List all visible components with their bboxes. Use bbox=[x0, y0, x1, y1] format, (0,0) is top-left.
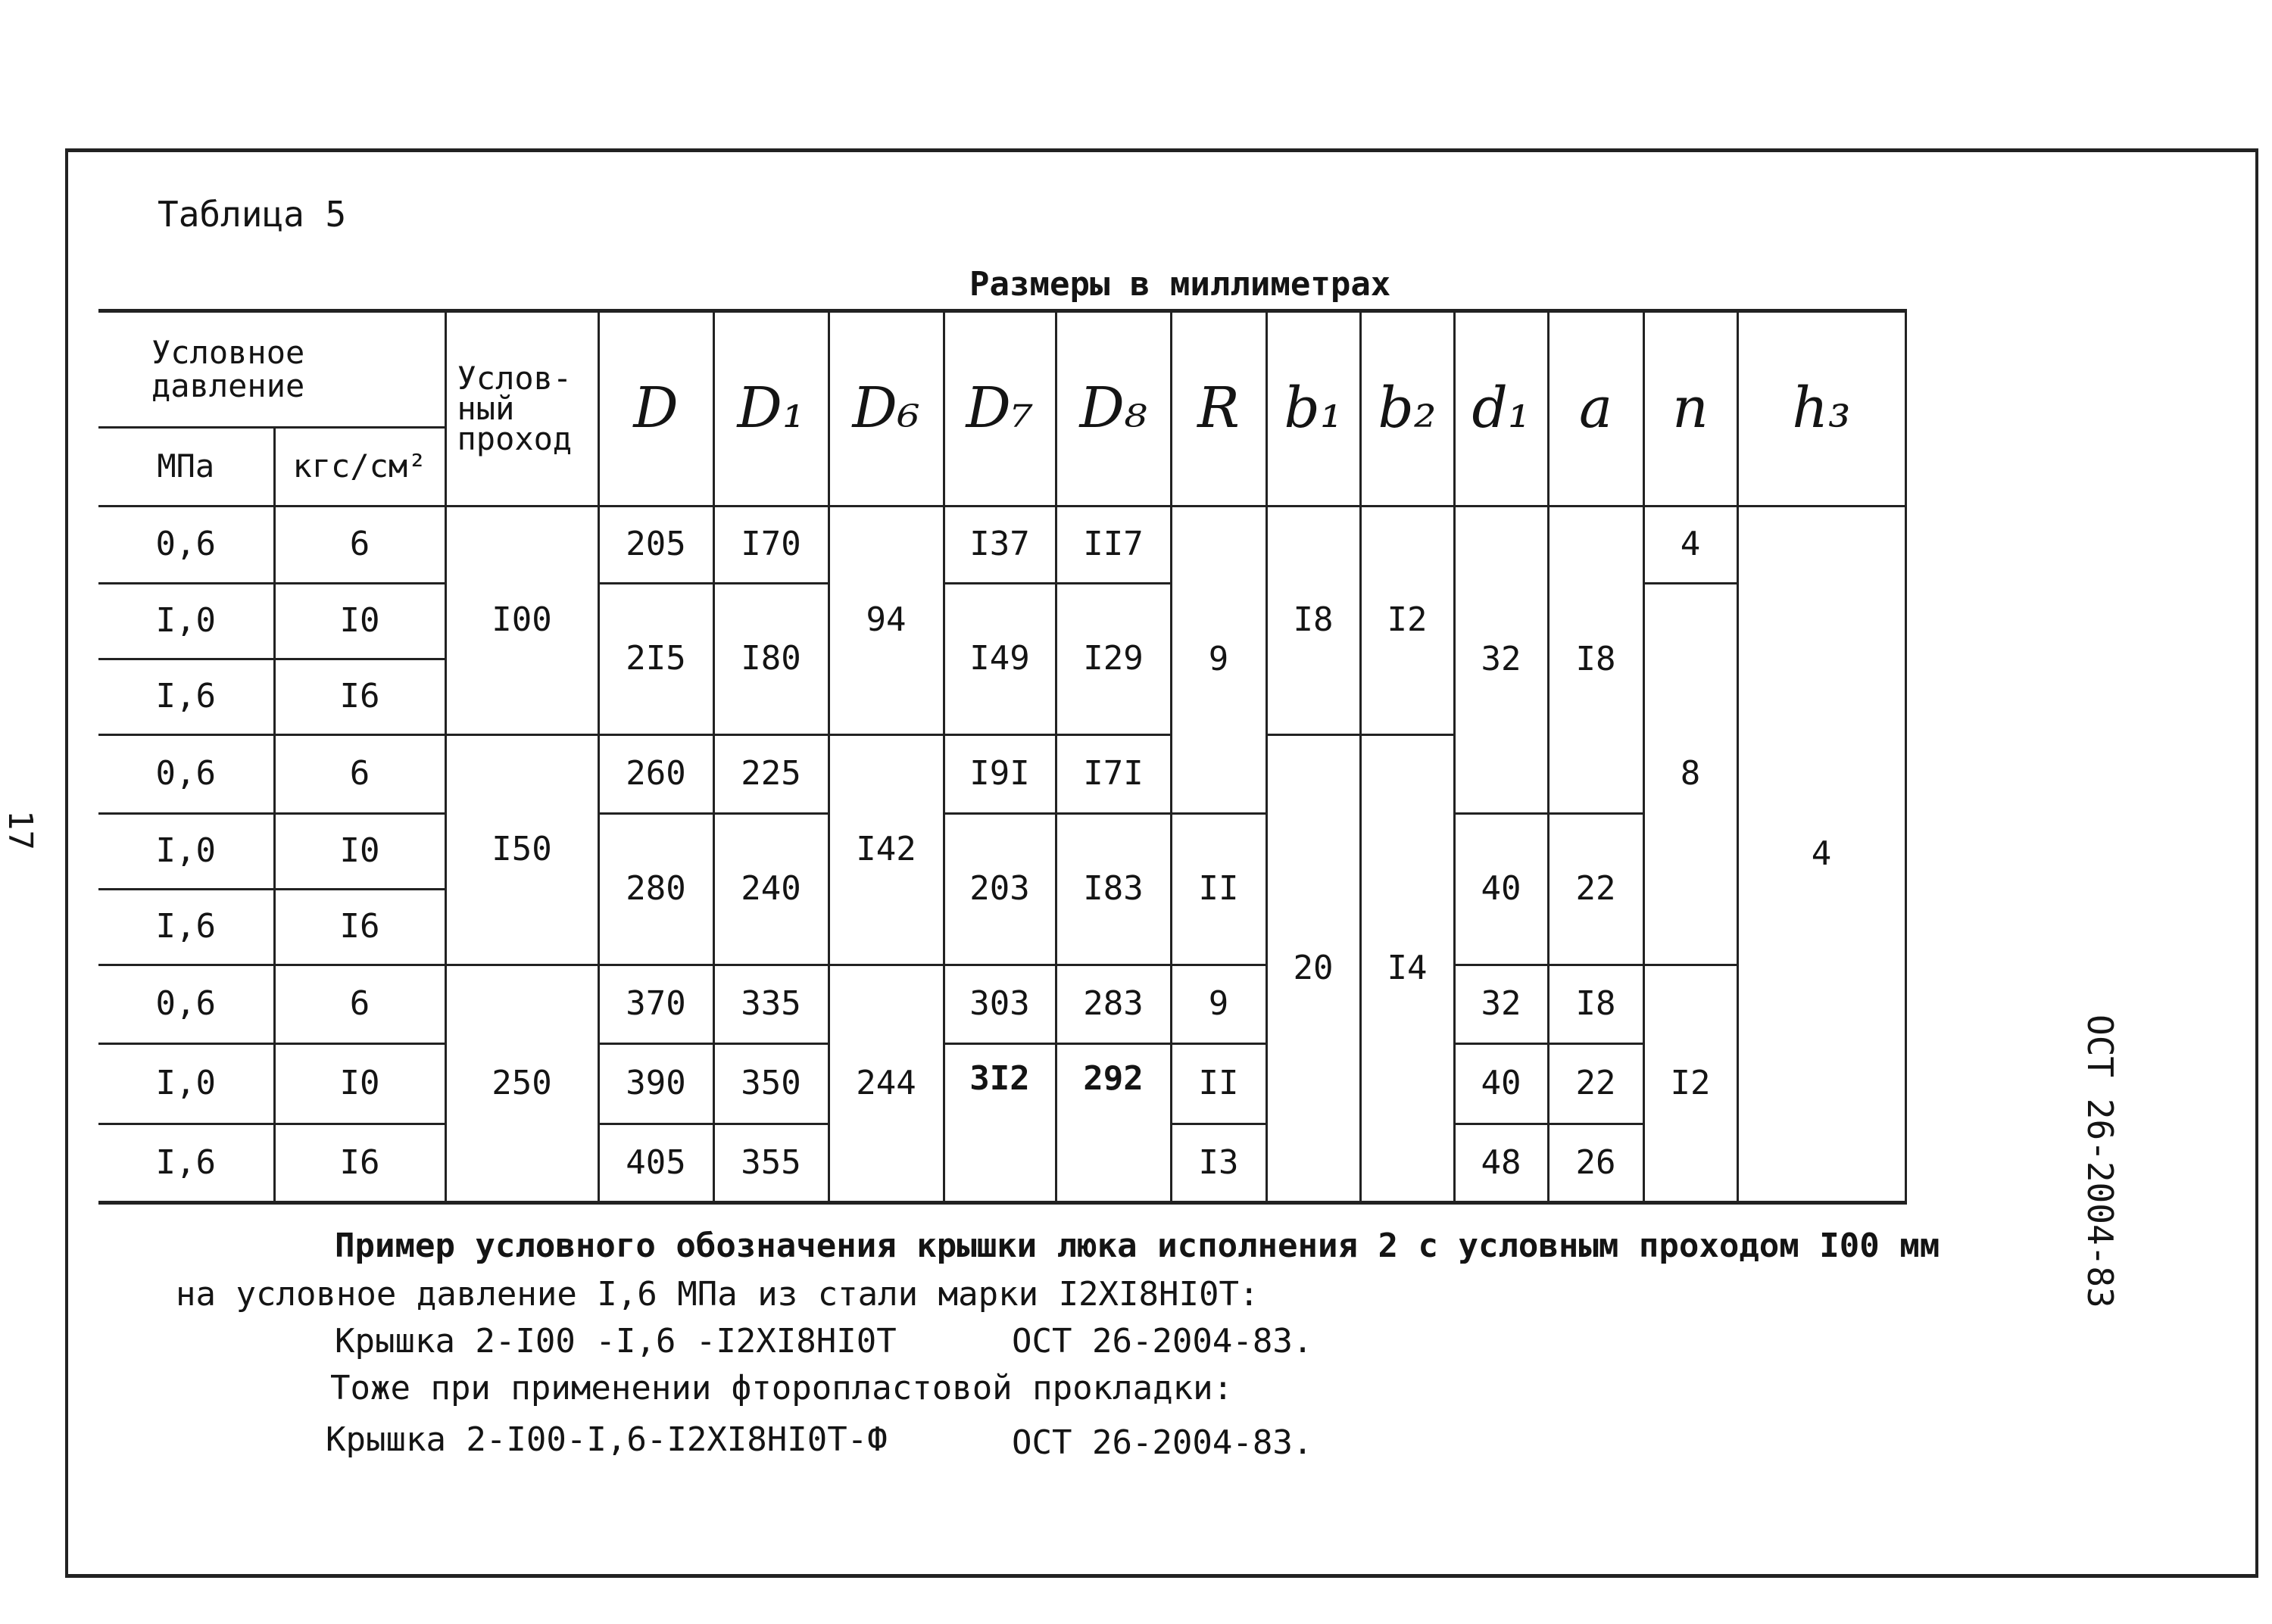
D8-cell: I29 bbox=[1056, 584, 1171, 735]
passage-cell: I50 bbox=[445, 735, 598, 965]
pressure-kgf-cell: I0 bbox=[274, 1044, 445, 1124]
D-cell: 2I5 bbox=[598, 584, 713, 735]
d1-cell: 32 bbox=[1454, 965, 1548, 1044]
D8-cell: 283 bbox=[1056, 965, 1171, 1044]
example-pressure-line: на условное давление I,6 МПа из стали марки I2XI8HI0T: bbox=[176, 1275, 1259, 1314]
pressure-kgf-cell: I6 bbox=[274, 1124, 445, 1203]
D8-cell: I7I bbox=[1056, 735, 1171, 814]
example-ptfe-line: Тоже при применении фторопластовой прокладки: bbox=[330, 1369, 1234, 1407]
d1-cell: 40 bbox=[1454, 1044, 1548, 1124]
pressure-kgf-cell: I6 bbox=[274, 890, 445, 965]
symbol-D1: D₁ bbox=[713, 311, 829, 507]
symbol-b2: b₂ bbox=[1360, 311, 1454, 507]
symbol-d1: d₁ bbox=[1454, 311, 1548, 507]
pressure-kgf-cell: I6 bbox=[274, 659, 445, 735]
D7-cell: 303 bbox=[944, 965, 1056, 1044]
pressure-mpa-cell: I,0 bbox=[98, 1044, 274, 1124]
n-cell: 4 bbox=[1643, 507, 1737, 584]
example-intro: Пример условного обозначения крышки люка исполнения 2 с условным проходом I00 мм bbox=[335, 1227, 1940, 1265]
D1-cell: 355 bbox=[713, 1124, 829, 1203]
symbol-R: R bbox=[1171, 311, 1266, 507]
symbol-D6: D₆ bbox=[829, 311, 944, 507]
pressure-mpa-cell: I,6 bbox=[98, 890, 274, 965]
D7-cell: I37 bbox=[944, 507, 1056, 584]
d1-cell: 48 bbox=[1454, 1124, 1548, 1203]
pressure-kgf-cell: 6 bbox=[274, 965, 445, 1044]
D6-cell: I42 bbox=[829, 735, 944, 965]
D6-cell: 244 bbox=[829, 965, 944, 1203]
R-cell: 9 bbox=[1171, 965, 1266, 1044]
D-cell: 370 bbox=[598, 965, 713, 1044]
pressure-mpa-cell: I,0 bbox=[98, 814, 274, 890]
pressure-mpa-cell: I,0 bbox=[98, 584, 274, 659]
D8-cell: I83 bbox=[1056, 814, 1171, 965]
dimensions-table bbox=[98, 309, 1907, 1205]
D7-cell: I9I bbox=[944, 735, 1056, 814]
D-cell: 280 bbox=[598, 814, 713, 965]
D7-cell: 203 bbox=[944, 814, 1056, 965]
b1-cell: 20 bbox=[1266, 735, 1360, 1203]
a-cell: 22 bbox=[1548, 814, 1643, 965]
b2-cell: I4 bbox=[1360, 735, 1454, 1203]
D-cell: 405 bbox=[598, 1124, 713, 1203]
D1-cell: 225 bbox=[713, 735, 829, 814]
mpa-header: МПа bbox=[98, 428, 274, 507]
kgf-header: кгс/см² bbox=[274, 428, 445, 507]
D8-cell: II7 bbox=[1056, 507, 1171, 584]
symbol-D8: D₈ bbox=[1056, 311, 1171, 507]
a-cell: I8 bbox=[1548, 507, 1643, 814]
D6-cell: 94 bbox=[829, 507, 944, 735]
D1-cell: 335 bbox=[713, 965, 829, 1044]
passage-cell: I00 bbox=[445, 507, 598, 735]
pressure-group-header: Условное давление bbox=[98, 311, 445, 428]
d1-cell: 40 bbox=[1454, 814, 1548, 965]
n-cell: I2 bbox=[1643, 965, 1737, 1203]
example-designation: Крышка 2-I00 -I,6 -I2XI8HI0T bbox=[335, 1322, 897, 1361]
pressure-kgf-cell: I0 bbox=[274, 584, 445, 659]
example-designation-ptfe: Крышка 2-I00-I,6-I2XI8HI0T-Ф bbox=[326, 1420, 888, 1459]
pressure-mpa-cell: 0,6 bbox=[98, 965, 274, 1044]
D-cell: 260 bbox=[598, 735, 713, 814]
symbol-b1: b₁ bbox=[1266, 311, 1360, 507]
symbol-D7: D₇ bbox=[944, 311, 1056, 507]
D7-cell: I49 bbox=[944, 584, 1056, 735]
symbol-a: a bbox=[1548, 311, 1643, 507]
pressure-mpa-cell: I,6 bbox=[98, 1124, 274, 1203]
R-cell: II bbox=[1171, 1044, 1266, 1124]
R-cell: II bbox=[1171, 814, 1266, 965]
pressure-kgf-cell: 6 bbox=[274, 735, 445, 814]
D1-cell: I70 bbox=[713, 507, 829, 584]
d1-cell: 32 bbox=[1454, 507, 1548, 814]
D1-cell: 240 bbox=[713, 814, 829, 965]
symbol-D: D bbox=[598, 311, 713, 507]
pressure-mpa-cell: 0,6 bbox=[98, 507, 274, 584]
passage-cell: 250 bbox=[445, 965, 598, 1203]
R-cell: 9 bbox=[1171, 507, 1266, 814]
pressure-mpa-cell: I,6 bbox=[98, 659, 274, 735]
symbol-h3: h₃ bbox=[1737, 311, 1905, 507]
pressure-kgf-cell: I0 bbox=[274, 814, 445, 890]
table-title: Таблица 5 bbox=[158, 194, 347, 235]
D7-cell: 3I2 bbox=[944, 1044, 1056, 1203]
D1-cell: I80 bbox=[713, 584, 829, 735]
side-document-number: ОСТ 26-2004-83 bbox=[2080, 1015, 2121, 1308]
R-cell: I3 bbox=[1171, 1124, 1266, 1203]
page-number: 17 bbox=[1, 810, 39, 850]
a-cell: 22 bbox=[1548, 1044, 1643, 1124]
n-cell: 8 bbox=[1643, 584, 1737, 965]
example-standard-ptfe: ОСТ 26-2004-83. bbox=[1012, 1423, 1313, 1462]
units-note: Размеры в миллиметрах bbox=[969, 265, 1391, 304]
a-cell: 26 bbox=[1548, 1124, 1643, 1203]
a-cell: I8 bbox=[1548, 965, 1643, 1044]
b1-cell: I8 bbox=[1266, 507, 1360, 735]
example-standard: ОСТ 26-2004-83. bbox=[1012, 1322, 1313, 1361]
pressure-mpa-cell: 0,6 bbox=[98, 735, 274, 814]
symbol-n: n bbox=[1643, 311, 1737, 507]
b2-cell: I2 bbox=[1360, 507, 1454, 735]
passage-header: Услов- ный проход bbox=[445, 311, 598, 507]
pressure-kgf-cell: 6 bbox=[274, 507, 445, 584]
D-cell: 205 bbox=[598, 507, 713, 584]
D1-cell: 350 bbox=[713, 1044, 829, 1124]
D-cell: 390 bbox=[598, 1044, 713, 1124]
D8-cell: 292 bbox=[1056, 1044, 1171, 1203]
h3-cell: 4 bbox=[1737, 507, 1905, 1203]
